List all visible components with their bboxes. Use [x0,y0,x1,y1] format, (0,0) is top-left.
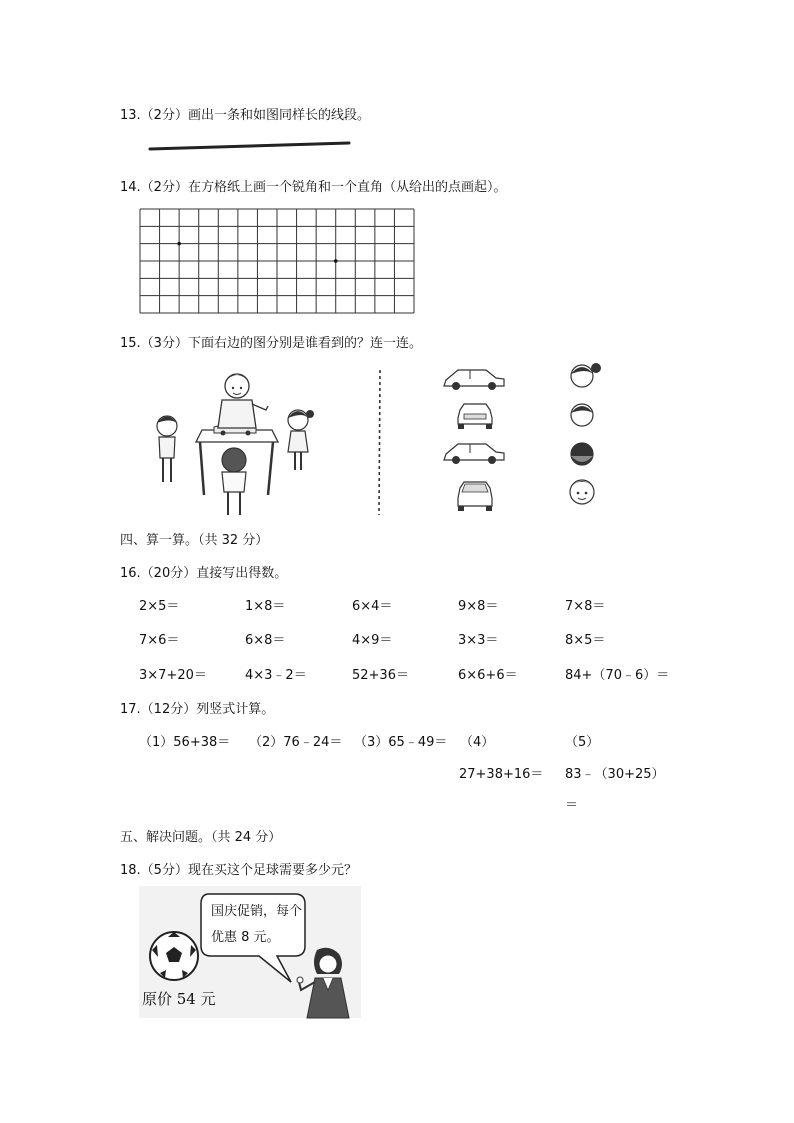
teacher-head-front-icon [570,480,594,504]
girl-head-icon [571,363,601,387]
grid-start-point [334,259,338,263]
saleswoman-figure [295,946,359,1018]
q16-problem: 7×6＝ [139,633,180,648]
q16-row-3 [0,664,794,684]
grid-start-point [177,242,181,246]
q16-problem: 6×4＝ [352,599,393,614]
q15-head-views [560,358,610,518]
original-price-label: 原价 54 元 [142,990,216,1008]
q17-item-3: （3）65﹣49＝ [354,735,448,750]
q16-row-1 [0,595,794,615]
q17-item-1: （1）56+38＝ [139,735,231,750]
q17-item-5-expression: 83﹣（30+25） [565,767,665,782]
boy-head-side-icon [571,404,593,426]
q16-problem: 52+36＝ [352,668,409,683]
q13-text: 13.（2分）画出一条和如图同样长的线段。 [120,108,370,123]
girl-right-figure [288,410,314,470]
q13-reference-segment [140,138,360,158]
boy-front-figure [222,448,246,515]
q16-problem: 7×8＝ [565,599,606,614]
q16-problem: 3×7+20＝ [139,668,207,683]
q17-text: 17.（12分）列竖式计算。 [120,702,275,717]
q18-illustration [139,886,361,1018]
q17-item-2: （2）76﹣24＝ [249,735,343,750]
car-side-view-icon [444,444,504,464]
car-front-view-icon [458,482,492,511]
q17-item-5-label: （5） [565,735,600,750]
q16-problem: 9×8＝ [458,599,499,614]
section-5-heading: 五、解决问题。（共 24 分） [120,830,282,845]
q17-item-4-label: （4） [460,735,495,750]
q16-problem: 1×8＝ [245,599,286,614]
bubble-line-2: 优惠 8 元。 [211,930,280,945]
q16-problem: 3×3＝ [458,633,499,648]
q16-problem: 6×8＝ [245,633,286,648]
soccer-ball-icon [148,930,200,982]
q14-text: 14.（2分）在方格纸上画一个锐角和一个直角（从给出的点画起）。 [120,180,507,195]
q15-text: 15.（3分）下面右边的图分别是谁看到的？连一连。 [120,336,422,351]
dashed-divider [379,370,380,515]
section-4-heading: 四、算一算。（共 32 分） [120,533,269,548]
boy-left-figure [157,416,177,482]
q16-text: 16.（20分）直接写出得数。 [120,566,288,581]
bubble-line-1: 国庆促销，每个 [211,904,303,919]
q16-problem: 6×6+6＝ [458,668,518,683]
q16-problem: 84+（70﹣6）＝ [565,668,670,683]
q16-problem: 2×5＝ [139,599,180,614]
q17-item-4-expression: 27+38+16＝ [459,767,544,782]
q16-problem: 8×5＝ [565,633,606,648]
q16-problem: 4×9＝ [352,633,393,648]
car-side-view-icon [444,370,504,390]
q16-row-2 [0,629,794,649]
boy-head-back-icon [571,443,593,465]
q16-problem: 4×3﹣2＝ [245,668,307,683]
teacher-figure [218,374,268,428]
q18-text: 18.（5分）现在买这个足球需要多少元？ [120,863,357,878]
q15-scene-illustration [140,360,385,520]
q17-item-5-equals: ＝ [565,798,579,813]
car-front-view-icon [458,404,492,429]
q15-car-views [440,360,520,520]
q14-square-grid[interactable] [139,208,415,314]
